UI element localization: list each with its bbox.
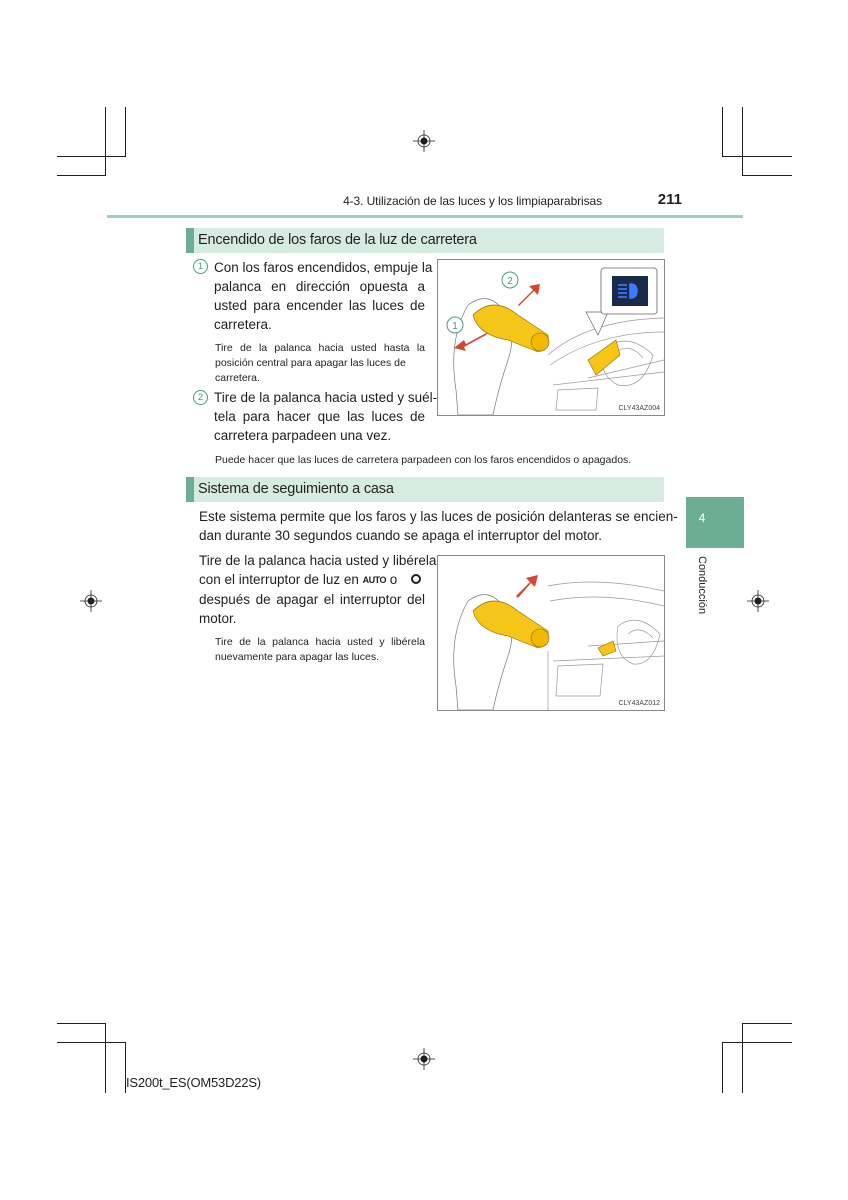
chapter-number: 4 (698, 511, 706, 525)
figure-code: CLY43AZ004 (618, 405, 660, 412)
figure-follow-me-home (437, 555, 665, 711)
section-title: Encendido de los faros de la luz de carretera (198, 232, 477, 248)
section-heading-high-beam (186, 228, 664, 253)
heading-accent-bar (186, 228, 194, 253)
step-number-1: 1 (193, 259, 208, 274)
figure-1-illustration (438, 260, 664, 415)
off-switch-icon (411, 574, 421, 584)
arrow-push-icon (518, 284, 540, 306)
chapter-tab (686, 497, 744, 548)
figure-code: CLY43AZ012 (618, 700, 660, 707)
running-header: 4-3. Utilización de las luces y los limpiaparabrisas (343, 194, 602, 208)
arrow-pull-icon (516, 575, 538, 598)
registration-mark-top (413, 130, 435, 152)
figure-high-beam (437, 259, 665, 416)
registration-mark-right (747, 590, 769, 612)
note-2: Puede hacer que las luces de carretera parpadeen con los faros encendidos o apagados. (215, 454, 632, 466)
figure-callout-1: 1 (452, 321, 458, 332)
figure-2-illustration (438, 556, 664, 710)
step-number-2: 2 (193, 390, 208, 405)
section-title: Sistema de seguimiento a casa (198, 481, 394, 497)
auto-switch-symbol: AUTO (362, 575, 386, 585)
figure-callout-2: 2 (507, 276, 513, 287)
chapter-label: Conducción (696, 556, 708, 615)
page-number: 211 (657, 191, 682, 208)
header-rule (107, 215, 743, 218)
registration-mark-left (80, 590, 102, 612)
registration-mark-bottom (413, 1048, 435, 1070)
section-heading-follow-me-home (186, 477, 664, 502)
footer-document-code: IS200t_ES(OM53D22S) (126, 1075, 261, 1090)
heading-accent-bar (186, 477, 194, 502)
